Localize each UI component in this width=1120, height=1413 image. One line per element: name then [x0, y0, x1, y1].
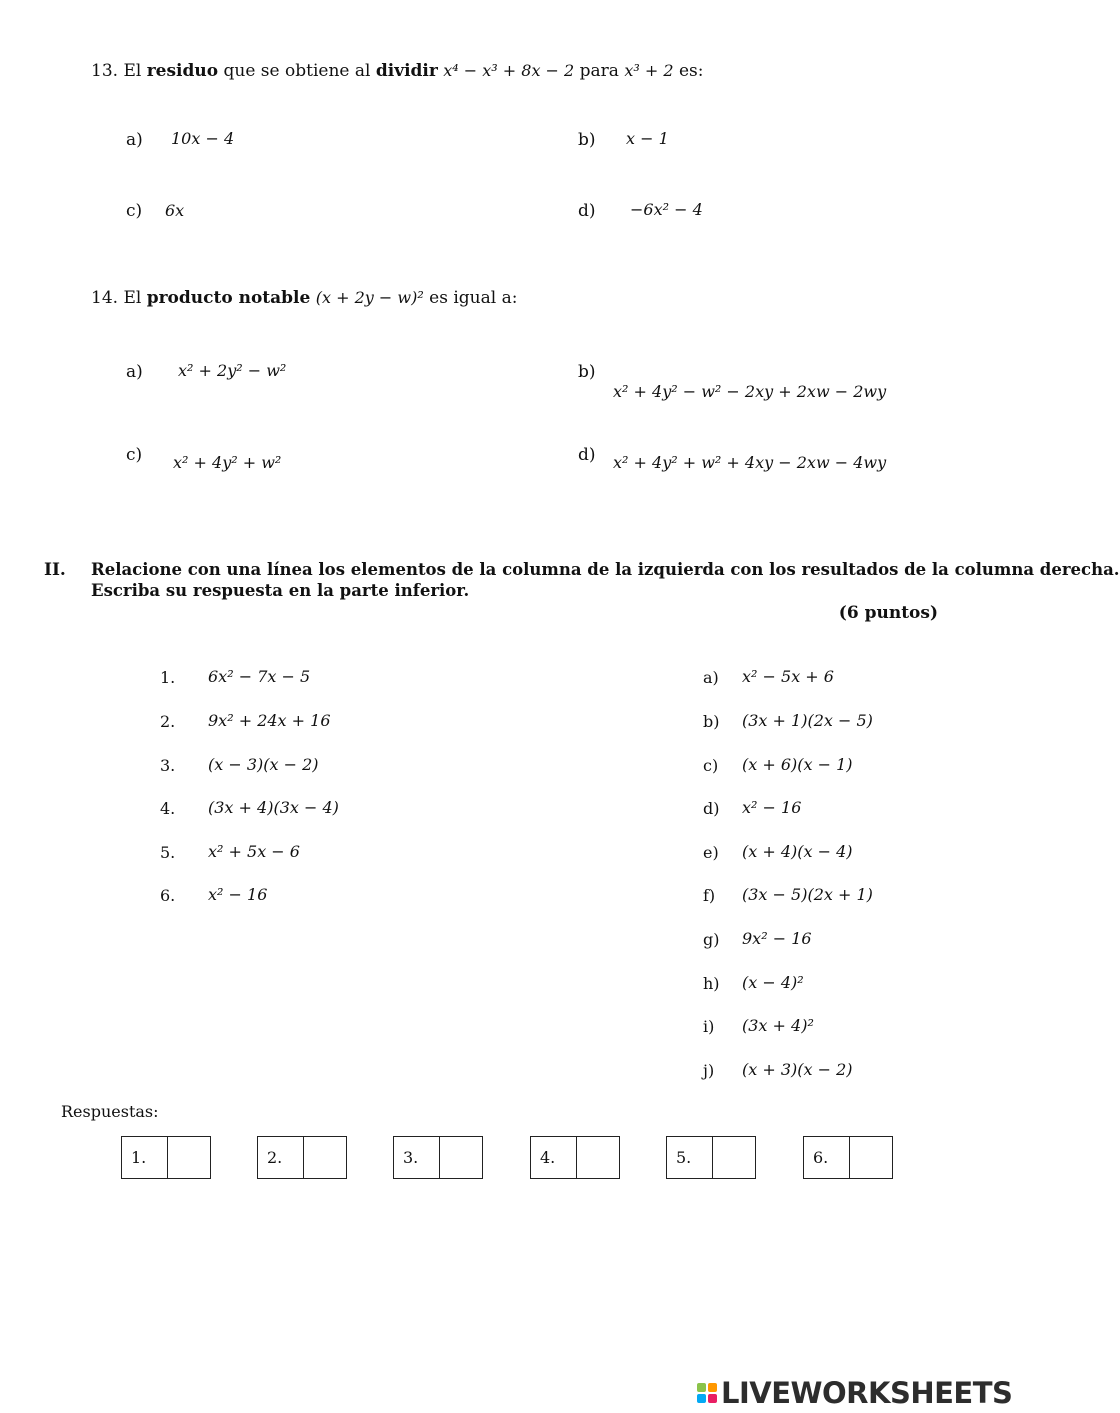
- left-item-label: 2.: [160, 712, 176, 731]
- q13-text: que se obtiene al: [223, 61, 371, 81]
- right-item-label: e): [703, 843, 719, 862]
- liveworksheets-logo: [697, 1376, 1012, 1410]
- right-item: x² − 5x + 6: [742, 667, 834, 686]
- answer-input-4[interactable]: [577, 1137, 619, 1178]
- answer-box-5: [666, 1136, 756, 1179]
- right-item-label: b): [703, 712, 720, 731]
- q14-option-b-label: b): [578, 362, 596, 382]
- left-item: 9x² + 24x + 16: [208, 711, 331, 730]
- answer-box-3: [393, 1136, 483, 1179]
- left-item-label: 1.: [160, 668, 176, 687]
- section-instruction-line-2: Escriba su respuesta en la parte inferior.: [91, 581, 470, 600]
- q13-option-d: −6x² − 4: [630, 200, 703, 219]
- right-item-label: d): [703, 799, 720, 818]
- right-item-label: i): [703, 1017, 715, 1036]
- q14-option-a: x² + 2y² − w²: [178, 361, 287, 380]
- left-item: x² + 5x − 6: [208, 842, 300, 861]
- answer-box-label: 6.: [804, 1137, 850, 1178]
- answer-input-6[interactable]: [850, 1137, 892, 1178]
- left-item-label: 6.: [160, 886, 176, 905]
- right-item-label: g): [703, 930, 720, 949]
- q13-option-d-label: d): [578, 201, 596, 221]
- q14-expression: (x + 2y − w)²: [315, 288, 424, 307]
- left-item: x² − 16: [208, 885, 268, 904]
- q13-number: 13.: [91, 61, 119, 81]
- answer-input-2[interactable]: [304, 1137, 346, 1178]
- right-item: (x + 3)(x − 2): [742, 1060, 853, 1079]
- section-numeral: II.: [44, 560, 66, 580]
- q14-text: El: [123, 288, 142, 308]
- q14-option-c: x² + 4y² + w²: [173, 453, 282, 472]
- answer-box-2: [257, 1136, 347, 1179]
- q14-text: es igual a:: [429, 288, 518, 308]
- logo-tile: [697, 1383, 706, 1392]
- answer-input-3[interactable]: [440, 1137, 482, 1178]
- left-item-label: 3.: [160, 756, 176, 775]
- q14-stem: [91, 288, 517, 308]
- q14-keyword-producto-notable: producto notable: [146, 288, 311, 308]
- answer-box-label: 3.: [394, 1137, 440, 1178]
- answer-box-4: [530, 1136, 620, 1179]
- answer-input-1[interactable]: [168, 1137, 210, 1178]
- left-item-label: 5.: [160, 843, 176, 862]
- q14-option-d: x² + 4y² + w² + 4xy − 2xw − 4wy: [613, 453, 887, 472]
- answer-input-5[interactable]: [713, 1137, 755, 1178]
- logo-tile: [708, 1383, 717, 1392]
- answers-label: Respuestas:: [61, 1102, 159, 1121]
- q14-option-d-label: d): [578, 445, 596, 465]
- q13-keyword-dividir: dividir: [375, 61, 438, 81]
- q13-stem: [91, 61, 703, 81]
- q13-option-b-label: b): [578, 130, 596, 150]
- left-item: (3x + 4)(3x − 4): [208, 798, 339, 817]
- answer-box-label: 4.: [531, 1137, 577, 1178]
- logo-tile: [697, 1394, 706, 1403]
- section-instruction-line-1: Relacione con una línea los elementos de la columna de la izquierda con los resultados de la columna derecha.: [91, 560, 1120, 579]
- section-points: (6 puntos): [838, 603, 938, 623]
- right-item: (x + 4)(x − 4): [742, 842, 853, 861]
- q13-option-a-label: a): [126, 130, 143, 150]
- q13-option-b: x − 1: [626, 129, 669, 148]
- answer-box-1: [121, 1136, 211, 1179]
- q13-keyword-residuo: residuo: [146, 61, 219, 81]
- q13-divisor: x³ + 2: [624, 61, 674, 80]
- q13-option-c-label: c): [126, 201, 143, 221]
- right-item: (3x + 1)(2x − 5): [742, 711, 873, 730]
- q13-option-c: 6x: [165, 201, 185, 220]
- q13-dividend: x⁴ − x³ + 8x − 2: [443, 61, 575, 80]
- right-item: x² − 16: [742, 798, 802, 817]
- right-item-label: f): [703, 886, 716, 905]
- q14-option-a-label: a): [126, 362, 143, 382]
- q13-text: para: [579, 61, 619, 81]
- right-item-label: j): [703, 1061, 715, 1080]
- q14-number: 14.: [91, 288, 119, 308]
- left-item-label: 4.: [160, 799, 176, 818]
- q14-option-c-label: c): [126, 445, 143, 465]
- answer-box-6: [803, 1136, 893, 1179]
- logo-tile: [708, 1394, 717, 1403]
- q13-text: El: [123, 61, 142, 81]
- right-item: (x + 6)(x − 1): [742, 755, 853, 774]
- right-item: (3x − 5)(2x + 1): [742, 885, 873, 904]
- logo-text: LIVEWORKSHEETS: [721, 1376, 1013, 1410]
- logo-mark-icon: [697, 1383, 717, 1403]
- q13-option-a: 10x − 4: [171, 129, 235, 148]
- q14-option-b: x² + 4y² − w² − 2xy + 2xw − 2wy: [613, 382, 887, 401]
- right-item-label: h): [703, 974, 720, 993]
- left-item: 6x² − 7x − 5: [208, 667, 311, 686]
- q13-text: es:: [678, 61, 704, 81]
- right-item-label: a): [703, 668, 719, 687]
- answer-box-label: 5.: [667, 1137, 713, 1178]
- answer-box-label: 1.: [122, 1137, 168, 1178]
- answer-box-label: 2.: [258, 1137, 304, 1178]
- right-item: 9x² − 16: [742, 929, 812, 948]
- right-item-label: c): [703, 756, 719, 775]
- right-item: (x − 4)²: [742, 973, 804, 992]
- left-item: (x − 3)(x − 2): [208, 755, 319, 774]
- right-item: (3x + 4)²: [742, 1016, 814, 1035]
